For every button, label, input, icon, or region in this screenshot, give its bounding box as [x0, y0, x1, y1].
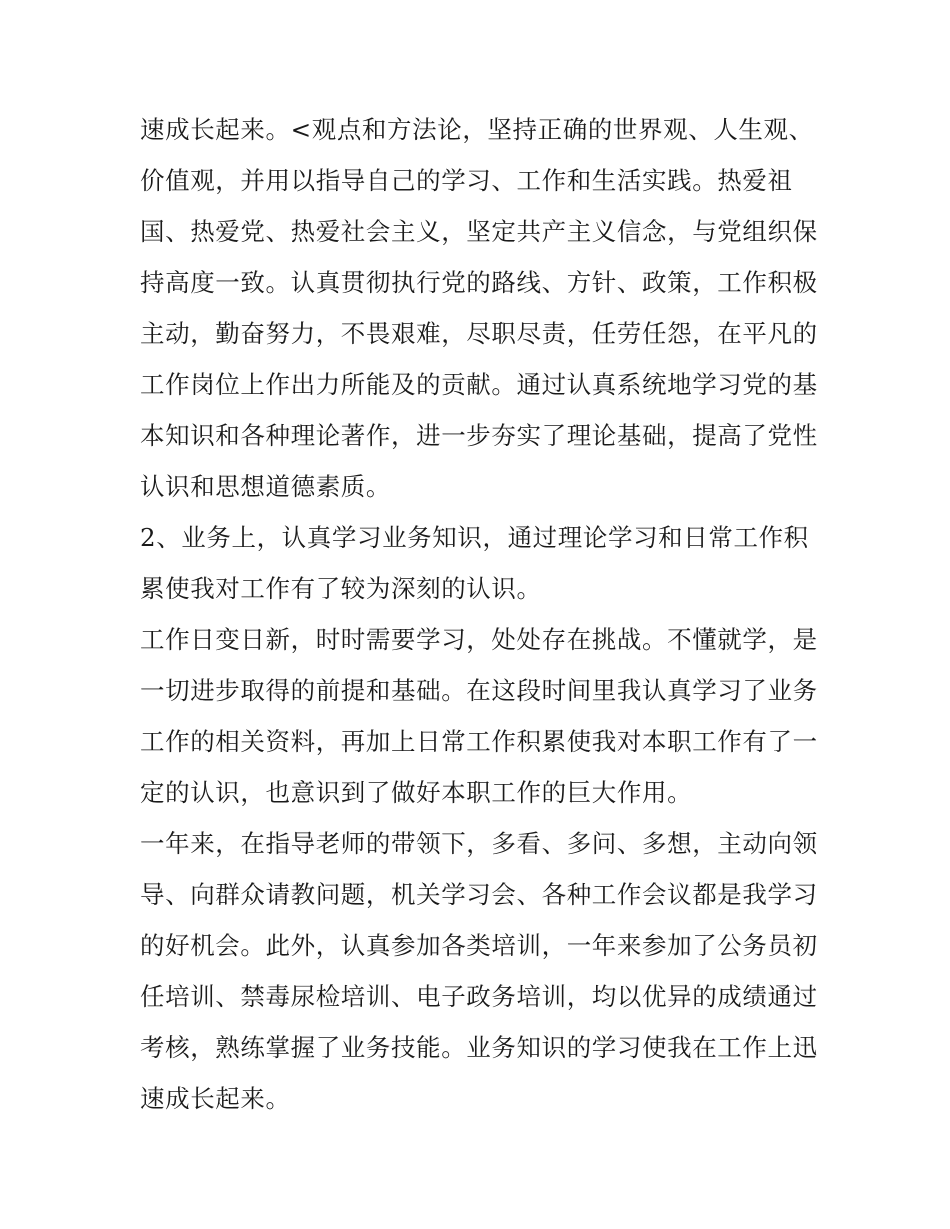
text-line: 考核，熟练掌握了业务技能。业务知识的学习使我在工作上迅 — [140, 1033, 818, 1062]
text-line: 工作岗位上作出力所能及的贡献。通过认真系统地学习党的基 — [140, 370, 818, 399]
text-line: 认识和思想道德素质。 — [140, 472, 391, 501]
text-line: 2、业务上，认真学习业务知识，通过理论学习和日常工作积 — [140, 523, 809, 552]
text-line: 价值观，并用以指导自己的学习、工作和生活实践。热爱祖 — [140, 166, 793, 195]
document-body — [140, 104, 818, 1124]
text-line: 国、热爱党、热爱社会主义，坚定共产主义信念，与党组织保 — [140, 217, 818, 246]
text-line: 速成长起来。<观点和方法论，坚持正确的世界观、人生观、 — [140, 115, 814, 144]
text-line: 的好机会。此外，认真参加各类培训，一年来参加了公务员初 — [140, 931, 818, 960]
text-line: 主动，勤奋努力，不畏艰难，尽职尽责，任劳任怨，在平凡的 — [140, 319, 818, 348]
text-line: 定的认识，也意识到了做好本职工作的巨大作用。 — [140, 778, 693, 807]
text-line: 导、向群众请教问题，机关学习会、各种工作会议都是我学习 — [140, 880, 818, 909]
text-line: 工作日变日新，时时需要学习，处处存在挑战。不懂就学，是 — [140, 625, 818, 654]
text-line: 工作的相关资料，再加上日常工作积累使我对本职工作有了一 — [140, 727, 818, 756]
text-line: 累使我对工作有了较为深刻的认识。 — [140, 574, 542, 603]
text-line: 持高度一致。认真贯彻执行党的路线、方针、政策，工作积极 — [140, 268, 818, 297]
text-line: 速成长起来。 — [140, 1084, 291, 1113]
text-line: 一年来，在指导老师的带领下，多看、多问、多想，主动向领 — [140, 829, 818, 858]
text-line: 任培训、禁毒尿检培训、电子政务培训，均以优异的成绩通过 — [140, 982, 818, 1011]
text-line: 一切进步取得的前提和基础。在这段时间里我认真学习了业务 — [140, 676, 818, 705]
text-line: 本知识和各种理论著作，进一步夯实了理论基础，提高了党性 — [140, 421, 818, 450]
